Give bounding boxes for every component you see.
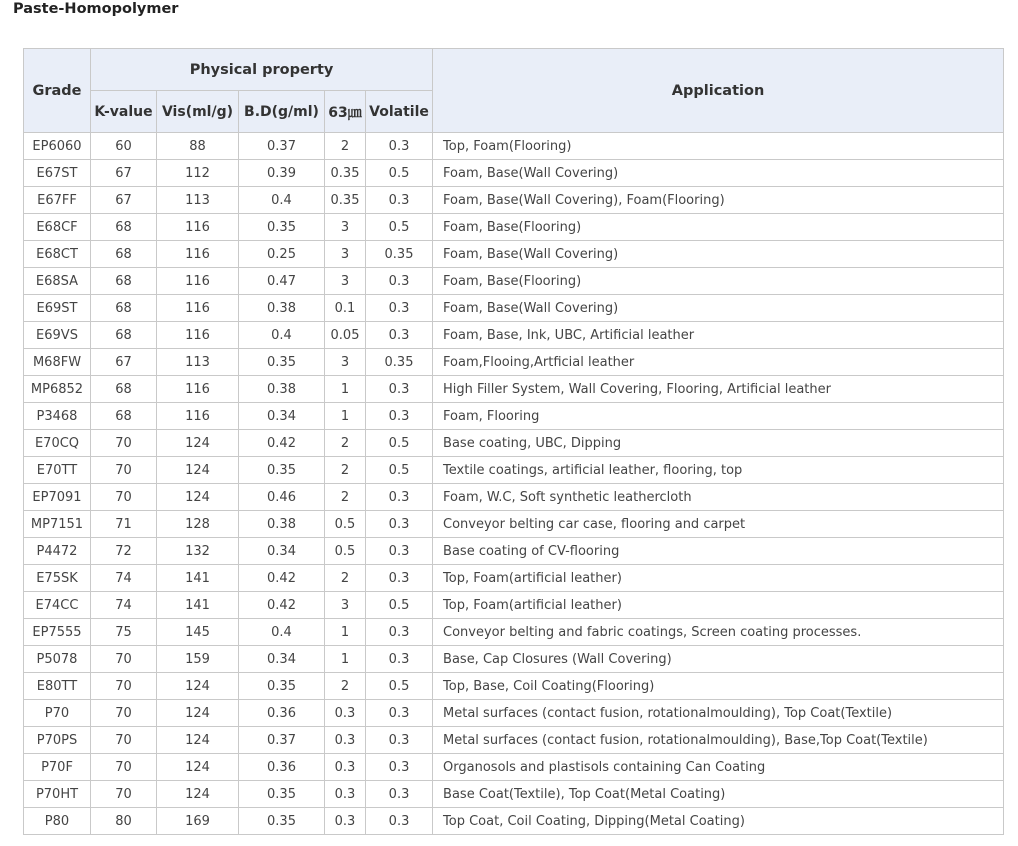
table-row xyxy=(24,673,1004,700)
volatile-cell: 0.3 xyxy=(366,322,433,349)
volatile-cell: 0.3 xyxy=(366,403,433,430)
mesh-63um-cell: 1 xyxy=(325,646,366,673)
k-value-cell: 67 xyxy=(91,160,157,187)
grade-cell: P4472 xyxy=(24,538,91,565)
bulk-density-cell: 0.38 xyxy=(239,511,325,538)
volatile-cell: 0.5 xyxy=(366,457,433,484)
table-body xyxy=(24,133,1004,835)
application-cell: Foam, Base(Wall Covering) xyxy=(433,295,1004,322)
volatile-header: Volatile xyxy=(366,91,433,133)
mesh-63um-header: 63㎛ xyxy=(325,91,366,133)
application-cell: Conveyor belting car case, flooring and carpet xyxy=(433,511,1004,538)
grade-cell: P70PS xyxy=(24,727,91,754)
k-value-cell: 68 xyxy=(91,214,157,241)
bulk-density-cell: 0.38 xyxy=(239,376,325,403)
mesh-63um-cell: 1 xyxy=(325,403,366,430)
mesh-63um-cell: 0.35 xyxy=(325,160,366,187)
volatile-cell: 0.3 xyxy=(366,538,433,565)
mesh-63um-cell: 0.3 xyxy=(325,808,366,835)
grade-cell: P3468 xyxy=(24,403,91,430)
k-value-cell: 68 xyxy=(91,295,157,322)
application-cell: Base, Cap Closures (Wall Covering) xyxy=(433,646,1004,673)
vis-cell: 112 xyxy=(157,160,239,187)
application-cell: Foam, Base(Wall Covering), Foam(Flooring) xyxy=(433,187,1004,214)
table-row xyxy=(24,754,1004,781)
vis-cell: 145 xyxy=(157,619,239,646)
k-value-cell: 70 xyxy=(91,781,157,808)
bulk-density-cell: 0.46 xyxy=(239,484,325,511)
grade-cell: E68SA xyxy=(24,268,91,295)
bulk-density-cell: 0.47 xyxy=(239,268,325,295)
bulk-density-cell: 0.37 xyxy=(239,727,325,754)
bulk-density-cell: 0.34 xyxy=(239,403,325,430)
table-row xyxy=(24,646,1004,673)
bulk-density-cell: 0.4 xyxy=(239,619,325,646)
bulk-density-cell: 0.36 xyxy=(239,754,325,781)
bulk-density-cell: 0.25 xyxy=(239,241,325,268)
grade-cell: E67ST xyxy=(24,160,91,187)
k-value-cell: 60 xyxy=(91,133,157,160)
table-row xyxy=(24,538,1004,565)
bulk-density-cell: 0.35 xyxy=(239,214,325,241)
k-value-cell: 75 xyxy=(91,619,157,646)
application-cell: Metal surfaces (contact fusion, rotationalmoulding), Top Coat(Textile) xyxy=(433,700,1004,727)
table-row xyxy=(24,214,1004,241)
k-value-cell: 74 xyxy=(91,592,157,619)
vis-cell: 128 xyxy=(157,511,239,538)
volatile-cell: 0.3 xyxy=(366,808,433,835)
grade-cell: P80 xyxy=(24,808,91,835)
page-title: Paste-Homopolymer xyxy=(13,1,179,17)
table-row xyxy=(24,295,1004,322)
table-row xyxy=(24,619,1004,646)
volatile-cell: 0.5 xyxy=(366,592,433,619)
vis-cell: 124 xyxy=(157,700,239,727)
application-cell: Foam, Flooring xyxy=(433,403,1004,430)
application-cell: Base coating of CV-flooring xyxy=(433,538,1004,565)
grade-cell: E70CQ xyxy=(24,430,91,457)
k-value-cell: 68 xyxy=(91,241,157,268)
vis-cell: 116 xyxy=(157,268,239,295)
vis-cell: 113 xyxy=(157,349,239,376)
vis-cell: 141 xyxy=(157,565,239,592)
grade-cell: E75SK xyxy=(24,565,91,592)
volatile-cell: 0.3 xyxy=(366,511,433,538)
grade-cell: E68CT xyxy=(24,241,91,268)
grade-cell: M68FW xyxy=(24,349,91,376)
k-value-cell: 74 xyxy=(91,565,157,592)
grade-cell: MP7151 xyxy=(24,511,91,538)
bulk-density-header: B.D(g/ml) xyxy=(239,91,325,133)
mesh-63um-cell: 0.05 xyxy=(325,322,366,349)
k-value-cell: 71 xyxy=(91,511,157,538)
k-value-cell: 70 xyxy=(91,646,157,673)
vis-cell: 116 xyxy=(157,403,239,430)
k-value-cell: 67 xyxy=(91,349,157,376)
bulk-density-cell: 0.4 xyxy=(239,187,325,214)
header-row xyxy=(24,49,1004,91)
application-cell: Top, Foam(artificial leather) xyxy=(433,565,1004,592)
grade-cell: EP6060 xyxy=(24,133,91,160)
vis-cell: 124 xyxy=(157,754,239,781)
physical-property-header: Physical property xyxy=(91,49,433,91)
k-value-cell: 68 xyxy=(91,268,157,295)
vis-cell: 116 xyxy=(157,322,239,349)
volatile-cell: 0.3 xyxy=(366,754,433,781)
bulk-density-cell: 0.42 xyxy=(239,565,325,592)
application-cell: Base coating, UBC, Dipping xyxy=(433,430,1004,457)
k-value-cell: 70 xyxy=(91,754,157,781)
mesh-63um-cell: 0.5 xyxy=(325,538,366,565)
grade-cell: EP7555 xyxy=(24,619,91,646)
bulk-density-cell: 0.35 xyxy=(239,349,325,376)
bulk-density-cell: 0.42 xyxy=(239,430,325,457)
grade-cell: P70 xyxy=(24,700,91,727)
volatile-cell: 0.3 xyxy=(366,727,433,754)
grade-cell: E69ST xyxy=(24,295,91,322)
bulk-density-cell: 0.34 xyxy=(239,538,325,565)
application-header: Application xyxy=(433,49,1004,133)
volatile-cell: 0.3 xyxy=(366,268,433,295)
bulk-density-cell: 0.38 xyxy=(239,295,325,322)
k-value-cell: 67 xyxy=(91,187,157,214)
vis-cell: 124 xyxy=(157,673,239,700)
vis-cell: 116 xyxy=(157,214,239,241)
vis-cell: 159 xyxy=(157,646,239,673)
table-row xyxy=(24,403,1004,430)
volatile-cell: 0.3 xyxy=(366,376,433,403)
vis-cell: 141 xyxy=(157,592,239,619)
vis-cell: 116 xyxy=(157,241,239,268)
volatile-cell: 0.5 xyxy=(366,430,433,457)
application-cell: Base Coat(Textile), Top Coat(Metal Coating) xyxy=(433,781,1004,808)
application-cell: Top, Base, Coil Coating(Flooring) xyxy=(433,673,1004,700)
volatile-cell: 0.5 xyxy=(366,673,433,700)
mesh-63um-cell: 0.1 xyxy=(325,295,366,322)
table-row xyxy=(24,727,1004,754)
bulk-density-cell: 0.35 xyxy=(239,673,325,700)
mesh-63um-cell: 0.35 xyxy=(325,187,366,214)
volatile-cell: 0.3 xyxy=(366,646,433,673)
k-value-cell: 70 xyxy=(91,484,157,511)
grade-header: Grade xyxy=(24,49,91,133)
volatile-cell: 0.35 xyxy=(366,349,433,376)
k-value-cell: 70 xyxy=(91,430,157,457)
mesh-63um-cell: 2 xyxy=(325,673,366,700)
bulk-density-cell: 0.39 xyxy=(239,160,325,187)
k-value-cell: 68 xyxy=(91,322,157,349)
mesh-63um-cell: 1 xyxy=(325,619,366,646)
k-value-cell: 68 xyxy=(91,376,157,403)
volatile-cell: 0.3 xyxy=(366,484,433,511)
k-value-cell: 72 xyxy=(91,538,157,565)
table-row xyxy=(24,160,1004,187)
mesh-63um-cell: 0.3 xyxy=(325,727,366,754)
bulk-density-cell: 0.36 xyxy=(239,700,325,727)
k-value-cell: 68 xyxy=(91,403,157,430)
vis-cell: 88 xyxy=(157,133,239,160)
mesh-63um-cell: 3 xyxy=(325,349,366,376)
grade-cell: P70F xyxy=(24,754,91,781)
mesh-63um-cell: 0.3 xyxy=(325,754,366,781)
vis-cell: 113 xyxy=(157,187,239,214)
table-row xyxy=(24,349,1004,376)
table-row xyxy=(24,457,1004,484)
vis-cell: 124 xyxy=(157,484,239,511)
application-cell: Foam, W.C, Soft synthetic leathercloth xyxy=(433,484,1004,511)
application-cell: Conveyor belting and fabric coatings, Screen coating processes. xyxy=(433,619,1004,646)
volatile-cell: 0.3 xyxy=(366,133,433,160)
application-cell: Foam, Base(Wall Covering) xyxy=(433,160,1004,187)
mesh-63um-cell: 2 xyxy=(325,565,366,592)
product-grade-table xyxy=(23,48,1004,835)
k-value-cell: 80 xyxy=(91,808,157,835)
k-value-cell: 70 xyxy=(91,457,157,484)
application-cell: Metal surfaces (contact fusion, rotationalmoulding), Base,Top Coat(Textile) xyxy=(433,727,1004,754)
table-row xyxy=(24,376,1004,403)
mesh-63um-cell: 2 xyxy=(325,484,366,511)
mesh-63um-cell: 0.3 xyxy=(325,781,366,808)
mesh-63um-cell: 2 xyxy=(325,457,366,484)
mesh-63um-cell: 2 xyxy=(325,430,366,457)
table-row xyxy=(24,781,1004,808)
application-cell: Top, Foam(artificial leather) xyxy=(433,592,1004,619)
volatile-cell: 0.5 xyxy=(366,214,433,241)
mesh-63um-cell: 3 xyxy=(325,592,366,619)
volatile-cell: 0.35 xyxy=(366,241,433,268)
bulk-density-cell: 0.37 xyxy=(239,133,325,160)
table-row xyxy=(24,430,1004,457)
table-row xyxy=(24,187,1004,214)
k-value-header: K-value xyxy=(91,91,157,133)
mesh-63um-cell: 3 xyxy=(325,268,366,295)
application-cell: Top Coat, Coil Coating, Dipping(Metal Coating) xyxy=(433,808,1004,835)
application-cell: Foam, Base(Wall Covering) xyxy=(433,241,1004,268)
vis-cell: 124 xyxy=(157,457,239,484)
mesh-63um-cell: 0.3 xyxy=(325,700,366,727)
mesh-63um-cell: 3 xyxy=(325,241,366,268)
bulk-density-cell: 0.35 xyxy=(239,457,325,484)
grade-cell: E67FF xyxy=(24,187,91,214)
mesh-63um-cell: 3 xyxy=(325,214,366,241)
grade-cell: P5078 xyxy=(24,646,91,673)
table-row xyxy=(24,808,1004,835)
mesh-63um-cell: 1 xyxy=(325,376,366,403)
k-value-cell: 70 xyxy=(91,727,157,754)
table-row xyxy=(24,511,1004,538)
bulk-density-cell: 0.42 xyxy=(239,592,325,619)
vis-cell: 116 xyxy=(157,295,239,322)
application-cell: Foam,Flooing,Artficial leather xyxy=(433,349,1004,376)
application-cell: High Filler System, Wall Covering, Flooring, Artificial leather xyxy=(433,376,1004,403)
mesh-63um-cell: 0.5 xyxy=(325,511,366,538)
vis-cell: 124 xyxy=(157,430,239,457)
grade-cell: E68CF xyxy=(24,214,91,241)
volatile-cell: 0.3 xyxy=(366,619,433,646)
grade-cell: E80TT xyxy=(24,673,91,700)
table-row xyxy=(24,268,1004,295)
table-row xyxy=(24,322,1004,349)
bulk-density-cell: 0.34 xyxy=(239,646,325,673)
volatile-cell: 0.3 xyxy=(366,187,433,214)
k-value-cell: 70 xyxy=(91,673,157,700)
vis-cell: 169 xyxy=(157,808,239,835)
bulk-density-cell: 0.35 xyxy=(239,781,325,808)
table-row xyxy=(24,700,1004,727)
bulk-density-cell: 0.35 xyxy=(239,808,325,835)
application-cell: Organosols and plastisols containing Can Coating xyxy=(433,754,1004,781)
vis-cell: 124 xyxy=(157,781,239,808)
k-value-cell: 70 xyxy=(91,700,157,727)
grade-cell: E69VS xyxy=(24,322,91,349)
volatile-cell: 0.3 xyxy=(366,295,433,322)
vis-header: Vis(ml/g) xyxy=(157,91,239,133)
volatile-cell: 0.3 xyxy=(366,781,433,808)
volatile-cell: 0.3 xyxy=(366,700,433,727)
grade-cell: EP7091 xyxy=(24,484,91,511)
application-cell: Foam, Base, Ink, UBC, Artificial leather xyxy=(433,322,1004,349)
volatile-cell: 0.5 xyxy=(366,160,433,187)
vis-cell: 124 xyxy=(157,727,239,754)
table-row xyxy=(24,133,1004,160)
vis-cell: 116 xyxy=(157,376,239,403)
volatile-cell: 0.3 xyxy=(366,565,433,592)
grade-cell: E70TT xyxy=(24,457,91,484)
table-row xyxy=(24,484,1004,511)
mesh-63um-cell: 2 xyxy=(325,133,366,160)
table-row xyxy=(24,241,1004,268)
application-cell: Foam, Base(Flooring) xyxy=(433,268,1004,295)
table-row xyxy=(24,565,1004,592)
table-row xyxy=(24,592,1004,619)
vis-cell: 132 xyxy=(157,538,239,565)
grade-cell: P70HT xyxy=(24,781,91,808)
application-cell: Foam, Base(Flooring) xyxy=(433,214,1004,241)
bulk-density-cell: 0.4 xyxy=(239,322,325,349)
grade-cell: MP6852 xyxy=(24,376,91,403)
application-cell: Textile coatings, artificial leather, flooring, top xyxy=(433,457,1004,484)
grade-cell: E74CC xyxy=(24,592,91,619)
application-cell: Top, Foam(Flooring) xyxy=(433,133,1004,160)
